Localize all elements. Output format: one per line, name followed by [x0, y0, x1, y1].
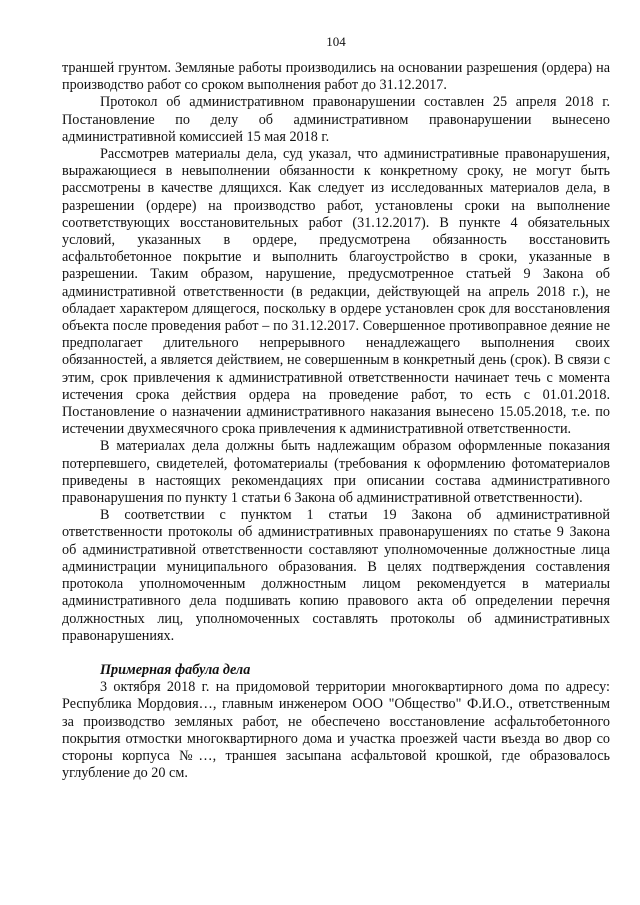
paragraph-court-ruling: Рассмотрев материалы дела, суд указал, что административные правонарушения, выражающиеся в невыполнении обязанности к конкретному сроку, не могут быть рассмотрены в качестве длящихся. Как следует из исследованных материалов дела, в разрешении (ордере) на производство работ, установлены сроки на выполнение соответствующих восстановительных работ (31.12.2017). В пункте 4 обязательных условий, указанных в ордере, предусмотрена обязанность восстановить асфальтобетонное покрытие и выполнить благоустройство в сроки, указанные в разрешении. Таким образом, нарушение, предусмотренное статьей 9 Закона об административной ответственности (в редакции, действующей на апрель 2018 г.), не обладает характером длящегося, поскольку в ордере установлен срок для восстановления объекта после проведения работ – по 31.12.2017. Совершенное противоправное деяние не предполагает длительного непрерывного ненадлежащего выполнения своих обязанностей, а является действием, не совершенным в конкретный день (срок). В связи с этим, срок привлечения к административной ответственности начинает течь с момента истечения срока действия ордера на проведение работ, то есть с 01.01.2018. Постановление о назначении административного наказания вынесено 15.05.2018, т.е. по истечении двухмесячного срока привлечения к административной ответственности. — [62, 146, 610, 438]
page-number: 104 — [326, 34, 346, 49]
section-spacer — [62, 645, 610, 662]
paragraph-protocol: Протокол об административном правонарушении составлен 25 апреля 2018 г. Постановление по делу об административном правонарушении вынесено административной комиссией 15 мая 2018 г. — [62, 94, 610, 145]
section-heading: Примерная фабула дела — [100, 661, 251, 678]
paragraph-case-example: 3 октября 2018 г. на придомовой территории многоквартирного дома по адресу: Республика Мордовия…, главным инженером ООО "Общество" Ф.И.О., ответственным за производство земляных работ, не обеспечено восстановление асфальтобетонного покрытия отмостки многоквартирного дома и участка проезжей части въезда во двор со стороны корпуса №…, траншея засыпана асфальтовой крошкой, где образовалось углубление до 20 см. — [62, 679, 610, 782]
paragraph-authorized-officials: В соответствии с пунктом 1 статьи 19 Закона об административной ответственности протоколы об административных правонарушениях по статье 9 Закона об административной ответственности составляют уполномоченные должностные лица администрации муниципального образования. В целях подтверждения составления протокола уполномоченным должностным лицом рекомендуется в материалы административного дела подшивать копию правового акта об определении перечня должностных лиц, уполномоченных составлять протоколы об административных правонарушениях. — [62, 507, 610, 644]
document-body — [62, 60, 610, 782]
paragraph-case-materials: В материалах дела должны быть надлежащим образом оформленные показания потерпевшего, свидетелей, фотоматериалы (требования к оформлению фотоматериалов приведены в настоящих рекомендациях при описании состава административного правонарушения по пункту 1 статьи 6 Закона об административной ответственности). — [62, 438, 610, 507]
paragraph-continuation: траншей грунтом. Земляные работы производились на основании разрешения (ордера) на производство работ со сроком выполнения работ до 31.12.2017. — [62, 60, 610, 94]
